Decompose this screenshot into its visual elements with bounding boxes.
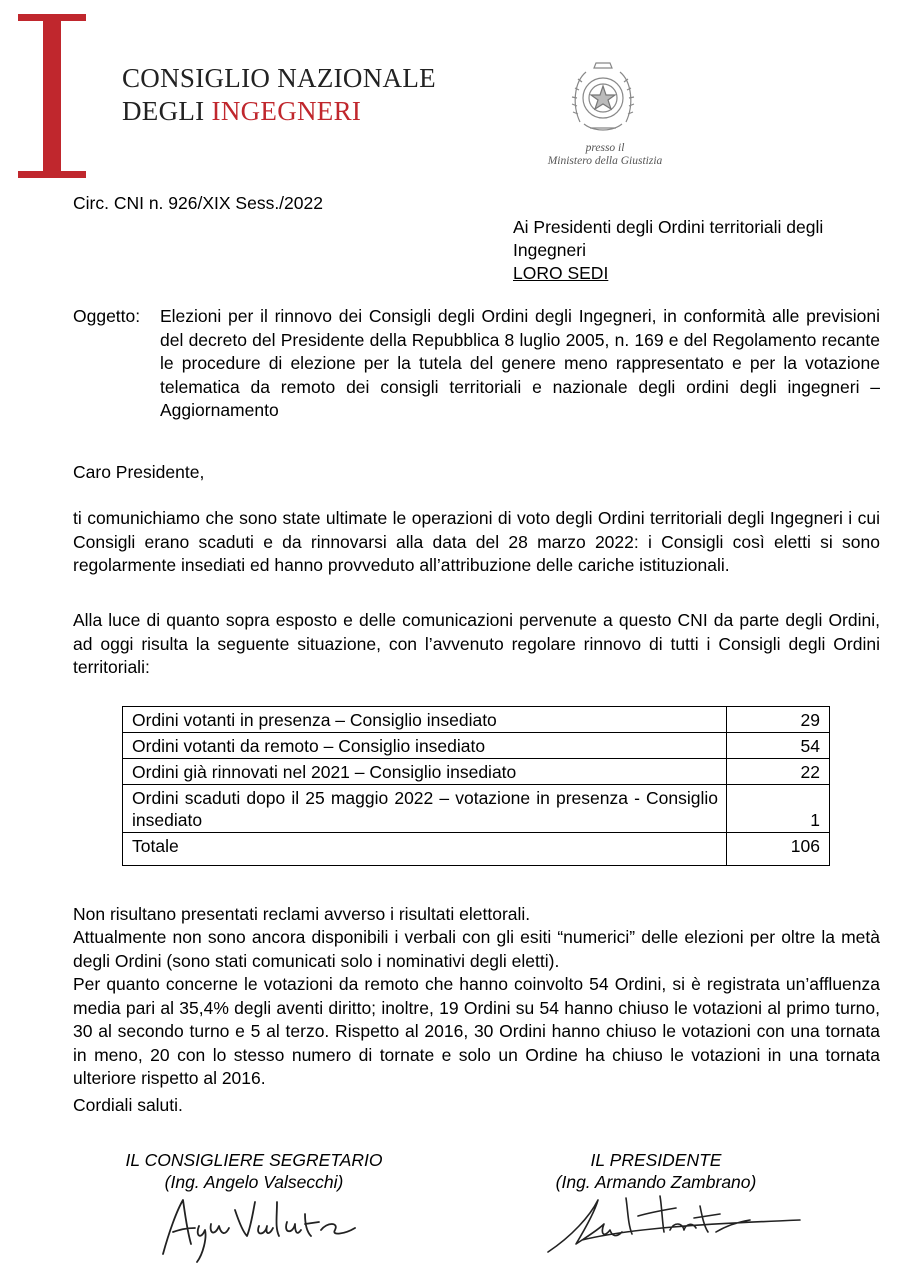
right-signatory-title: IL PRESIDENTE	[590, 1150, 722, 1170]
table-row	[123, 759, 830, 785]
left-signatory	[94, 1149, 414, 1193]
subject-text: Elezioni per il rinnovo dei Consigli degli Ordini degli Ingegneri, in conformità alle previsioni del decreto del Presidente della Repubblica 8 luglio 2005, n. 169 e del Regolamento recante le procedure di elezione per la tutela del genere meno rappresentato e per la votazione telematica da remoto dei consigli territoriali e nazionale degli ordini degli ingegneri – Aggiornamento	[160, 306, 880, 420]
table-cell-label: Ordini votanti da remoto – Consiglio insediato	[123, 733, 727, 759]
recipient-line1: Ai Presidenti degli Ordini territoriali degli	[513, 217, 824, 237]
table-cell-value: 29	[727, 707, 830, 733]
presso-ministero	[520, 142, 690, 168]
table-cell-label: Ordini votanti in presenza – Consiglio insediato	[123, 707, 727, 733]
closing-line-1: Non risultano presentati reclami avverso i risultati elettorali.	[73, 904, 531, 924]
table-row-total	[123, 833, 830, 866]
recipient-line3: LORO SEDI	[513, 263, 609, 283]
table-row	[123, 707, 830, 733]
table-cell-value: 1	[727, 785, 830, 833]
table-cell-label: Ordini scaduti dopo il 25 maggio 2022 – votazione in presenza - Consiglio insediato	[123, 785, 727, 833]
right-signature-icon	[542, 1186, 804, 1258]
paragraph-1: ti comunichiamo che sono state ultimate le operazioni di voto degli Ordini territoriali degli Ingegneri i cui Consigli erano scaduti e da rinnovarsi alla data del 28 marzo 2022: i Consigli così eletti si sono regolarmente insediati ed hanno provveduto all’attribuzione delle cariche istituzionali.	[73, 508, 880, 575]
organization-name-line1: CONSIGLIO NAZIONALE	[122, 63, 436, 93]
table-cell-value: 54	[727, 733, 830, 759]
left-signatory-title: IL CONSIGLIERE SEGRETARIO	[125, 1150, 383, 1170]
table-cell-value: 22	[727, 759, 830, 785]
table-row	[123, 785, 830, 833]
left-signatory-name: (Ing. Angelo Valsecchi)	[164, 1172, 344, 1192]
presso-line1: presso il	[585, 142, 625, 154]
cni-logo-icon	[18, 14, 86, 178]
organization-name-line2: DEGLI INGEGNERI	[122, 96, 362, 126]
table-cell-value: 106	[727, 833, 830, 866]
circular-reference: Circ. CNI n. 926/XIX Sess./2022	[73, 193, 323, 213]
italian-republic-emblem-icon	[570, 60, 636, 138]
table-cell-label: Totale	[123, 833, 727, 866]
closing-paragraph-3: Per quanto concerne le votazioni da remoto che hanno coinvolto 54 Ordini, si è registrata un’affluenza media pari al 35,4% degli aventi diritto; inoltre, 19 Ordini su 54 hanno chiuso le votazioni al primo turno, 30 al secondo turno e 5 al terzo. Rispetto al 2016, 30 Ordini hanno chiuso le votazioni con una tornata in meno, 20 con lo stesso numero di tornate e solo un Ordine ha chiuso le votazioni in una tornata ulteriore rispetto al 2016.	[73, 974, 880, 1088]
subject-label: Oggetto:	[73, 306, 141, 326]
results-table	[122, 706, 830, 866]
organization-name	[122, 62, 436, 128]
salutation: Cordiali saluti.	[73, 1095, 183, 1115]
table-cell-label: Ordini già rinnovati nel 2021 – Consiglio insediato	[123, 759, 727, 785]
presso-line2: Ministero della Giustizia	[547, 155, 663, 167]
greeting: Caro Presidente,	[73, 462, 205, 482]
left-signature-icon	[155, 1192, 370, 1264]
recipient-line2: Ingegneri	[513, 240, 586, 260]
closing-paragraph-2: Attualmente non sono ancora disponibili i verbali con gli esiti “numerici” delle elezioni per oltre la metà degli Ordini (sono stati comunicati solo i nominativi degli eletti).	[73, 927, 880, 971]
right-signatory-name: (Ing. Armando Zambrano)	[555, 1172, 757, 1192]
table-row	[123, 733, 830, 759]
paragraph-2: Alla luce di quanto sopra esposto e delle comunicazioni pervenute a questo CNI da parte degli Ordini, ad oggi risulta la seguente situazione, con l’avvenuto regolare rinnovo di tutti i Consigli degli Ordini territoriali:	[73, 610, 880, 677]
